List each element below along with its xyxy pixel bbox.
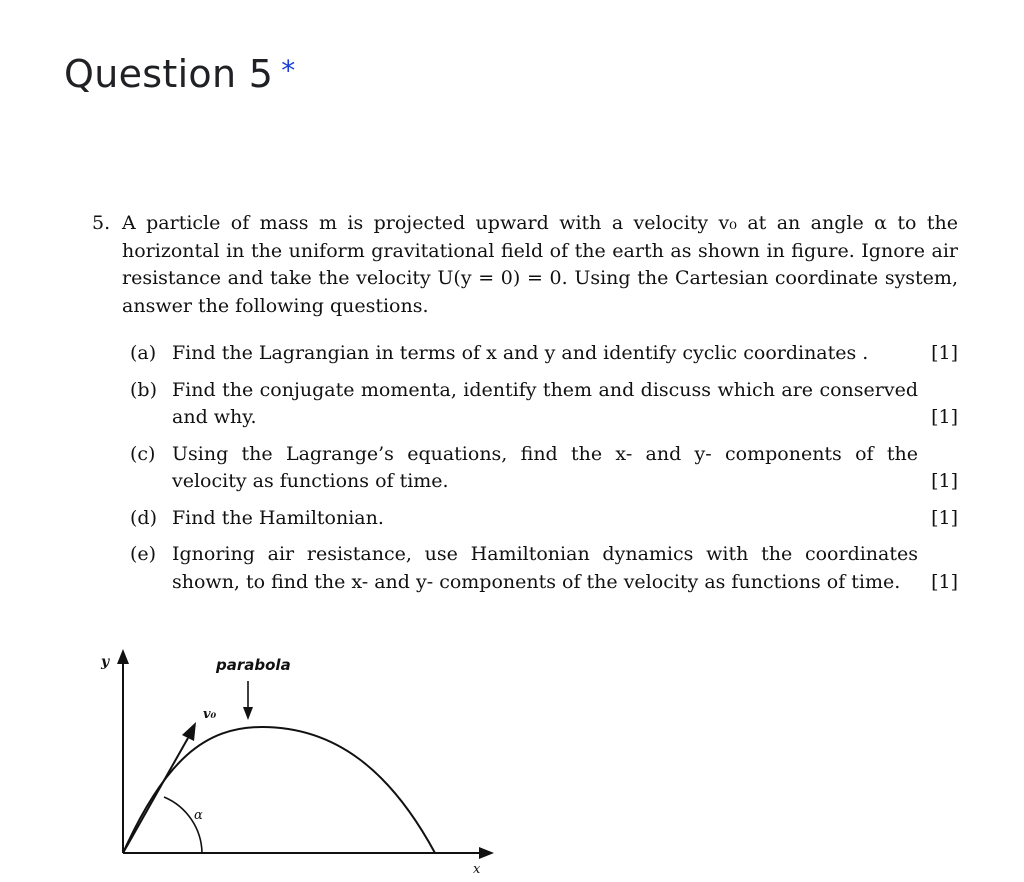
x-axis-label: x [473, 862, 481, 877]
sub-question-marks: [1] [931, 570, 958, 593]
question-title-text: Question 5 [64, 52, 274, 96]
angle-label: α [194, 808, 203, 823]
sub-question-label: (b) [130, 378, 157, 401]
velocity-label: v₀ [203, 707, 217, 722]
sub-question-text: Find the Lagrangian in terms of x and y and identify cyclic coordinates . [172, 342, 869, 364]
sub-question-marks: [1] [931, 406, 958, 428]
parabola-pointer-arrowhead [243, 707, 253, 720]
sub-question-label: (d) [130, 506, 157, 529]
sub-question-label: (e) [130, 543, 157, 565]
sub-question-marks: [1] [931, 506, 958, 529]
sub-question-text: Ignoring air resistance, use Hamiltonian dynamics with the coordinates shown, to find the x- and y- components of the velocity as functions of time. [172, 543, 918, 593]
sub-question-marks: [1] [931, 470, 958, 492]
problem-number: 5. [92, 212, 111, 234]
velocity-vector [123, 738, 188, 853]
y-axis-label: y [101, 654, 110, 670]
sub-question-label: (a) [130, 342, 157, 364]
problem-stem: A particle of mass m is projected upward with a velocity v₀ at an angle α to the horizontal in the uniform gravitational field of the earth as shown in figure. Ignore air resistance and take the velocity U(y = 0) = 0. Using the Cartesian coordinate system, answer the following questions. [122, 212, 958, 317]
parabola-label: parabola [216, 656, 291, 674]
required-asterisk: * [281, 54, 296, 87]
sub-question-text: Find the conjugate momenta, identify them and discuss which are conserved and why. [172, 378, 918, 428]
velocity-arrowhead [182, 722, 196, 741]
sub-question-text: Using the Lagrange’s equations, find the x- and y- components of the velocity as functions of time. [172, 442, 918, 492]
sub-question-text: Find the Hamiltonian. [172, 506, 384, 529]
y-axis-arrowhead [117, 649, 129, 664]
sub-question-marks: [1] [931, 342, 958, 364]
angle-arc [164, 797, 202, 853]
sub-question-label: (c) [130, 442, 156, 465]
x-axis-arrowhead [479, 847, 494, 859]
parabola-curve [123, 727, 435, 853]
